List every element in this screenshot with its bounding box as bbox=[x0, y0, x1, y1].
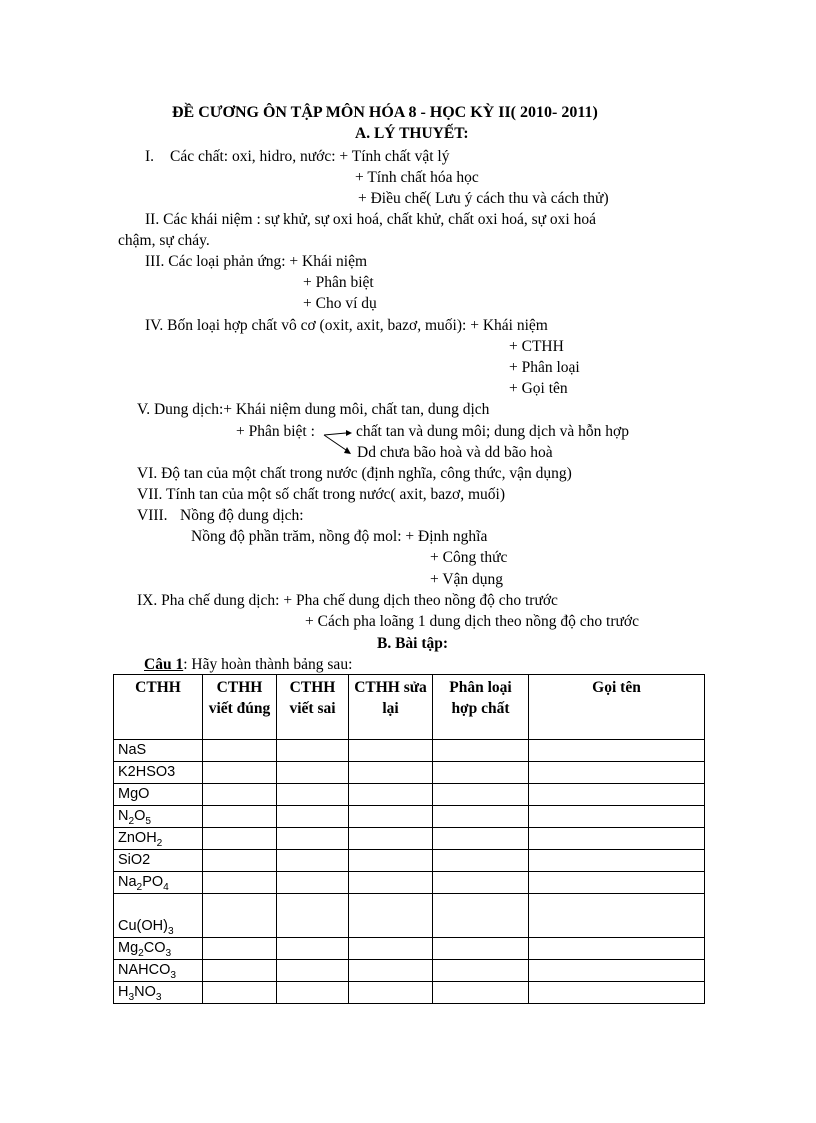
answer-cell[interactable] bbox=[529, 982, 705, 1004]
answer-cell[interactable] bbox=[277, 806, 349, 828]
section-a-heading: A. LÝ THUYẾT: bbox=[355, 125, 469, 142]
formula-cell bbox=[114, 784, 203, 806]
table-row bbox=[114, 982, 705, 1004]
answer-cell[interactable] bbox=[277, 740, 349, 762]
answer-cell[interactable] bbox=[433, 872, 529, 894]
table-row bbox=[114, 806, 705, 828]
answer-cell[interactable] bbox=[433, 938, 529, 960]
answer-cell[interactable] bbox=[203, 938, 277, 960]
answer-cell[interactable] bbox=[349, 894, 433, 938]
answer-cell[interactable] bbox=[203, 762, 277, 784]
table-row bbox=[114, 938, 705, 960]
formula-text: Mg bbox=[118, 940, 139, 956]
answer-cell[interactable] bbox=[433, 784, 529, 806]
answer-cell[interactable] bbox=[349, 740, 433, 762]
formula-subscript: 3 bbox=[165, 948, 172, 959]
answer-cell[interactable] bbox=[529, 784, 705, 806]
answer-cell[interactable] bbox=[529, 828, 705, 850]
answer-cell[interactable] bbox=[349, 938, 433, 960]
answer-cell[interactable] bbox=[203, 872, 277, 894]
answer-cell[interactable] bbox=[433, 982, 529, 1004]
formula-text: NaS bbox=[118, 742, 147, 758]
exercise-table bbox=[113, 674, 705, 1004]
theory-viii-text: Nồng độ dung dịch: bbox=[180, 507, 304, 524]
formula-cell bbox=[114, 740, 203, 762]
formula-text: N bbox=[118, 808, 129, 824]
formula-text: Cu(OH) bbox=[118, 918, 168, 934]
theory-i-number: I. bbox=[145, 148, 155, 165]
formula-cell bbox=[114, 762, 203, 784]
answer-cell[interactable] bbox=[349, 762, 433, 784]
formula-subscript: 2 bbox=[128, 816, 135, 827]
answer-cell[interactable] bbox=[349, 872, 433, 894]
theory-iii-text: III. Các loại phản ứng: + Khái niệm bbox=[145, 253, 368, 270]
theory-viii-sub1: + Công thức bbox=[430, 549, 508, 566]
answer-cell[interactable] bbox=[349, 850, 433, 872]
question-1 bbox=[144, 655, 352, 675]
table-row bbox=[114, 894, 705, 938]
theory-iv-sub3: + Gọi tên bbox=[509, 380, 568, 397]
formula-cell bbox=[114, 806, 203, 828]
table-row bbox=[114, 960, 705, 982]
formula-text: CO bbox=[143, 940, 166, 956]
answer-cell[interactable] bbox=[277, 894, 349, 938]
answer-cell[interactable] bbox=[203, 740, 277, 762]
answer-cell[interactable] bbox=[529, 762, 705, 784]
section-b-heading: B. Bài tập: bbox=[377, 635, 449, 652]
formula-text: H bbox=[118, 984, 129, 1000]
question-1-label: Câu 1 bbox=[144, 656, 184, 673]
formula-text: PO bbox=[142, 874, 164, 890]
theory-v-text: V. Dung dịch:+ Khái niệm dung môi, chất tan, dung dịch bbox=[137, 401, 490, 418]
theory-v-sub-label: + Phân biệt : bbox=[236, 423, 315, 440]
formula-cell bbox=[114, 850, 203, 872]
answer-cell[interactable] bbox=[203, 894, 277, 938]
formula-text: O bbox=[134, 808, 146, 824]
theory-i-text: Các chất: oxi, hidro, nước: + Tính chất vật lý bbox=[170, 148, 450, 165]
answer-cell[interactable] bbox=[529, 740, 705, 762]
table-row bbox=[114, 872, 705, 894]
answer-cell[interactable] bbox=[203, 960, 277, 982]
theory-viii-number: VIII. bbox=[137, 507, 168, 524]
formula-cell bbox=[114, 872, 203, 894]
formula-subscript: 5 bbox=[145, 816, 152, 827]
formula-cell bbox=[114, 894, 203, 938]
theory-ix-sub1: + Cách pha loãng 1 dung dịch theo nồng độ cho trước bbox=[305, 613, 639, 630]
table-body bbox=[114, 740, 705, 1004]
formula-subscript: 2 bbox=[156, 838, 163, 849]
answer-cell[interactable] bbox=[529, 960, 705, 982]
formula-text: ZnOH bbox=[118, 830, 157, 846]
header-cthh: CTHH bbox=[114, 675, 203, 740]
answer-cell[interactable] bbox=[277, 850, 349, 872]
formula-subscript: 3 bbox=[128, 992, 135, 1003]
theory-iii-sub2: + Cho ví dụ bbox=[303, 295, 377, 312]
formula-text: K2HSO3 bbox=[118, 764, 176, 780]
table-row bbox=[114, 784, 705, 806]
header-goi-ten: Gọi tên bbox=[529, 675, 705, 740]
formula-text: SiO2 bbox=[118, 852, 151, 868]
table-row bbox=[114, 828, 705, 850]
theory-ii-cont: chậm, sự cháy. bbox=[118, 232, 210, 249]
header-cthh-sua-lai: CTHH sửa lại bbox=[349, 675, 433, 740]
table-row bbox=[114, 762, 705, 784]
theory-ix-text: IX. Pha chế dung dịch: + Pha chế dung dịch theo nồng độ cho trước bbox=[137, 592, 558, 609]
header-phan-loai: Phân loại hợp chất bbox=[433, 675, 529, 740]
formula-cell bbox=[114, 938, 203, 960]
theory-ii-text: II. Các khái niệm : sự khử, sự oxi hoá, chất khử, chất oxi hoá, sự oxi hoá bbox=[145, 211, 596, 228]
theory-i-sub2: + Điều chế( Lưu ý cách thu và cách thử) bbox=[358, 190, 609, 207]
theory-v-sub1: chất tan và dung môi; dung dịch và hỗn hợp bbox=[356, 423, 629, 440]
formula-subscript: 4 bbox=[163, 882, 169, 893]
theory-iv-sub2: + Phân loại bbox=[509, 359, 580, 376]
theory-iii-sub1: + Phân biệt bbox=[303, 274, 374, 291]
formula-text: Na bbox=[118, 874, 137, 890]
answer-cell[interactable] bbox=[277, 960, 349, 982]
formula-cell bbox=[114, 828, 203, 850]
table-row bbox=[114, 850, 705, 872]
header-cthh-viet-dung: CTHH viết đúng bbox=[203, 675, 277, 740]
theory-viii-sub0: Nồng độ phần trăm, nồng độ mol: + Định nghĩa bbox=[191, 528, 488, 545]
answer-cell[interactable] bbox=[277, 784, 349, 806]
answer-cell[interactable] bbox=[277, 938, 349, 960]
formula-text: NAHCO bbox=[118, 962, 171, 978]
formula-subscript: 3 bbox=[170, 970, 177, 981]
answer-cell[interactable] bbox=[203, 850, 277, 872]
formula-subscript: 3 bbox=[155, 992, 162, 1003]
answer-cell[interactable] bbox=[349, 806, 433, 828]
question-1-text: : Hãy hoàn thành bảng sau: bbox=[183, 656, 353, 673]
answer-cell[interactable] bbox=[203, 784, 277, 806]
answer-cell[interactable] bbox=[203, 828, 277, 850]
answer-cell[interactable] bbox=[349, 784, 433, 806]
theory-vi-text: VI. Độ tan của một chất trong nước (định nghĩa, công thức, vận dụng) bbox=[137, 465, 572, 482]
theory-vii-text: VII. Tính tan của một số chất trong nước( axit, bazơ, muối) bbox=[137, 486, 505, 503]
answer-cell[interactable] bbox=[277, 828, 349, 850]
answer-cell[interactable] bbox=[433, 740, 529, 762]
answer-cell[interactable] bbox=[277, 982, 349, 1004]
answer-cell[interactable] bbox=[433, 828, 529, 850]
answer-cell[interactable] bbox=[349, 960, 433, 982]
theory-v-sub2: Dd chưa bão hoà và dd bão hoà bbox=[357, 444, 553, 461]
answer-cell[interactable] bbox=[277, 762, 349, 784]
answer-cell[interactable] bbox=[349, 828, 433, 850]
arrow-icon-up bbox=[322, 424, 352, 464]
answer-cell[interactable] bbox=[203, 982, 277, 1004]
answer-cell[interactable] bbox=[433, 806, 529, 828]
page-title: ĐỀ CƯƠNG ÔN TẬP MÔN HÓA 8 - HỌC KỲ II( 2010- 2011) bbox=[172, 104, 598, 121]
formula-text: MgO bbox=[118, 786, 150, 802]
answer-cell[interactable] bbox=[349, 982, 433, 1004]
answer-cell[interactable] bbox=[433, 850, 529, 872]
header-cthh-viet-sai: CTHH viết sai bbox=[277, 675, 349, 740]
answer-cell[interactable] bbox=[433, 960, 529, 982]
formula-text: NO bbox=[134, 984, 156, 1000]
theory-iv-sub1: + CTHH bbox=[509, 338, 564, 355]
theory-viii-sub2: + Vận dụng bbox=[430, 571, 504, 588]
formula-subscript: 2 bbox=[136, 882, 143, 893]
answer-cell[interactable] bbox=[529, 850, 705, 872]
formula-subscript: 3 bbox=[167, 926, 174, 937]
answer-cell[interactable] bbox=[277, 872, 349, 894]
answer-cell[interactable] bbox=[433, 762, 529, 784]
theory-i-sub1: + Tính chất hóa học bbox=[355, 169, 479, 186]
formula-subscript: 2 bbox=[138, 948, 144, 959]
answer-cell[interactable] bbox=[529, 806, 705, 828]
answer-cell[interactable] bbox=[529, 894, 705, 938]
theory-iv-text: IV. Bốn loại hợp chất vô cơ (oxit, axit, bazơ, muối): + Khái niệm bbox=[145, 317, 548, 334]
answer-cell[interactable] bbox=[529, 938, 705, 960]
answer-cell[interactable] bbox=[203, 806, 277, 828]
answer-cell[interactable] bbox=[433, 894, 529, 938]
formula-cell bbox=[114, 960, 203, 982]
answer-cell[interactable] bbox=[529, 872, 705, 894]
table-row bbox=[114, 740, 705, 762]
formula-cell bbox=[114, 982, 203, 1004]
